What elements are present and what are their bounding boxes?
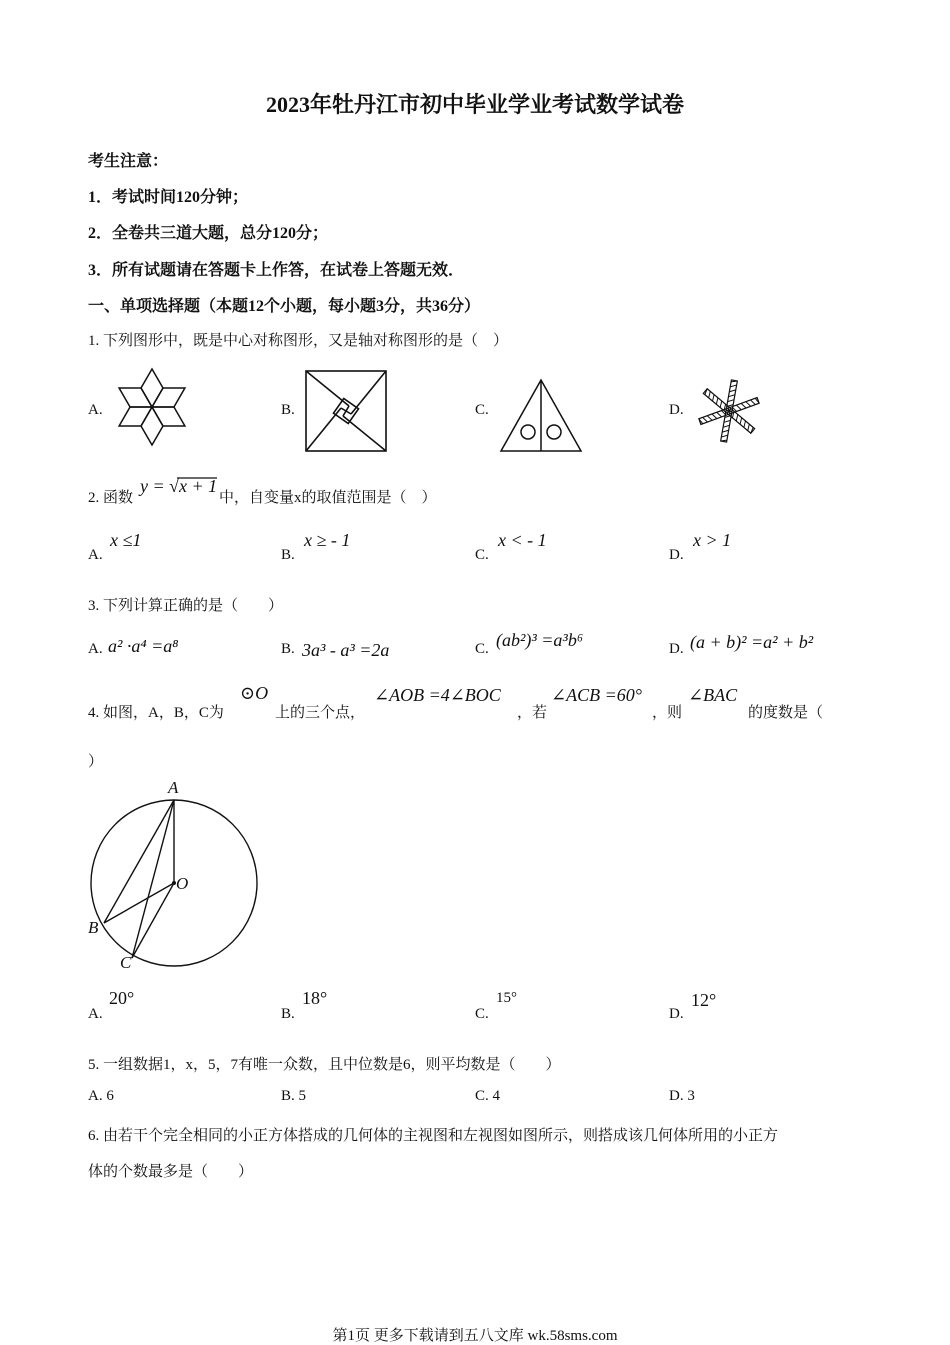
q4-option-a-label: A. [88, 1006, 103, 1022]
q4-stem-a: 4. 如图，A，B，C为 [88, 705, 224, 721]
q2-option-b-label: B. [281, 547, 295, 563]
q6-stem-line1: 6. 由若干个完全相同的小正方体搭成的几何体的主视图和左视图如图所示，则搭成该几何体所用的小正方 [88, 1128, 779, 1144]
q3-stem: 3. 下列计算正确的是（ ） [88, 598, 284, 614]
q3-option-a-label: A. [88, 641, 103, 657]
notice-heading: 考生注意： [88, 153, 169, 170]
q4-point-b: B [88, 918, 99, 937]
q1-figure-a-star [110, 361, 194, 453]
q1-figure-b-pinwheel [305, 370, 389, 454]
q2-option-c-label: C. [475, 547, 489, 563]
q1-figure-c-triangle [499, 378, 583, 454]
q1-stem: 1. 下列图形中，既是中心对称图形，又是轴对称图形的是（ ） [88, 333, 509, 349]
q1-label-d: D. [669, 402, 684, 418]
q2-option-a-label: A. [88, 547, 103, 563]
q4-option-b-math: 18° [302, 988, 328, 1008]
notice-item-3: 3．所有试题请在答题卡上作答，在试卷上答题无效． [88, 262, 465, 279]
q4-circle-figure [84, 778, 264, 978]
q4-stem-f: ） [88, 754, 104, 770]
q1-label-c: C. [475, 402, 489, 418]
q2-stem-pre: 2. 函数 [88, 490, 134, 506]
q3-option-d-label: D. [669, 641, 684, 657]
q4-point-c: C [120, 953, 132, 972]
q3-option-d-math: (a + b)² =a² + b² [690, 632, 814, 652]
q4-point-o: O [176, 874, 189, 893]
q5-option-b: B. 5 [281, 1088, 307, 1104]
page-title: 2023年牡丹江市初中毕业学业考试数学试卷 [265, 92, 684, 117]
q3-option-c-label: C. [475, 641, 489, 657]
q1-label-a: A. [88, 402, 103, 418]
q4-angle-bac: ∠BAC [688, 685, 738, 705]
q4-point-a: A [168, 778, 179, 797]
q4-circle-o: ⊙O [240, 683, 269, 703]
q4-option-b-label: B. [281, 1006, 295, 1022]
q5-option-c: C. 4 [475, 1088, 501, 1104]
q3-option-b-label: B. [281, 641, 295, 657]
notice-item-2: 2．全卷共三道大题，总分120分； [88, 225, 329, 242]
q2-option-d-math: x > 1 [693, 530, 732, 550]
q2-option-c-math: x < - 1 [498, 530, 547, 550]
q2-option-a-math: x ≤1 [110, 530, 142, 550]
q2-stem-post: 中，自变量x的取值范围是（ ） [219, 490, 437, 506]
q2-option-d-label: D. [669, 547, 684, 563]
q4-option-d-label: D. [669, 1006, 684, 1022]
q5-stem: 5. 一组数据1，x，5，7有唯一众数，且中位数是6，则平均数是（ ） [88, 1057, 561, 1073]
q2-formula: y = √x + 1 [140, 476, 218, 496]
q3-option-b-math: 3a³ - a³ =2a [302, 640, 390, 660]
q4-option-d-math: 12° [691, 990, 717, 1010]
q5-option-a: A. 6 [88, 1088, 114, 1104]
section-heading: 一、单项选择题（本题12个小题，每小题3分，共36分） [88, 298, 481, 315]
q4-option-a-math: 20° [109, 988, 135, 1008]
q5-option-d: D. 3 [669, 1088, 695, 1104]
q4-angle-acb: ∠ACB =60° [551, 685, 642, 705]
q4-option-c-math: 15° [496, 990, 517, 1006]
q4-angle-aob: ∠AOB =4∠BOC [374, 685, 501, 705]
q4-stem-b: 上的三个点， [275, 705, 366, 721]
q4-stem-c: ，若 [517, 705, 548, 721]
q2-option-b-math: x ≥ - 1 [304, 530, 351, 550]
q3-option-a-math: a² ·a⁴ =a⁸ [108, 636, 179, 656]
q4-stem-e: 的度数是（ [748, 705, 824, 721]
q4-option-c-label: C. [475, 1006, 489, 1022]
q6-stem-line2: 体的个数最多是（ ） [88, 1164, 254, 1180]
q2-radical-bar [177, 477, 217, 481]
q4-stem-d: ，则 [652, 705, 683, 721]
notice-item-1: 1．考试时间120分钟； [88, 189, 249, 206]
q3-option-c-math: (ab²)³ =a³b⁶ [496, 630, 584, 650]
q1-figure-d-asterisk [693, 378, 765, 444]
q1-label-b: B. [281, 402, 295, 418]
page-footer: 第1页 更多下载请到五八文库 wk.58sms.com [332, 1328, 618, 1344]
